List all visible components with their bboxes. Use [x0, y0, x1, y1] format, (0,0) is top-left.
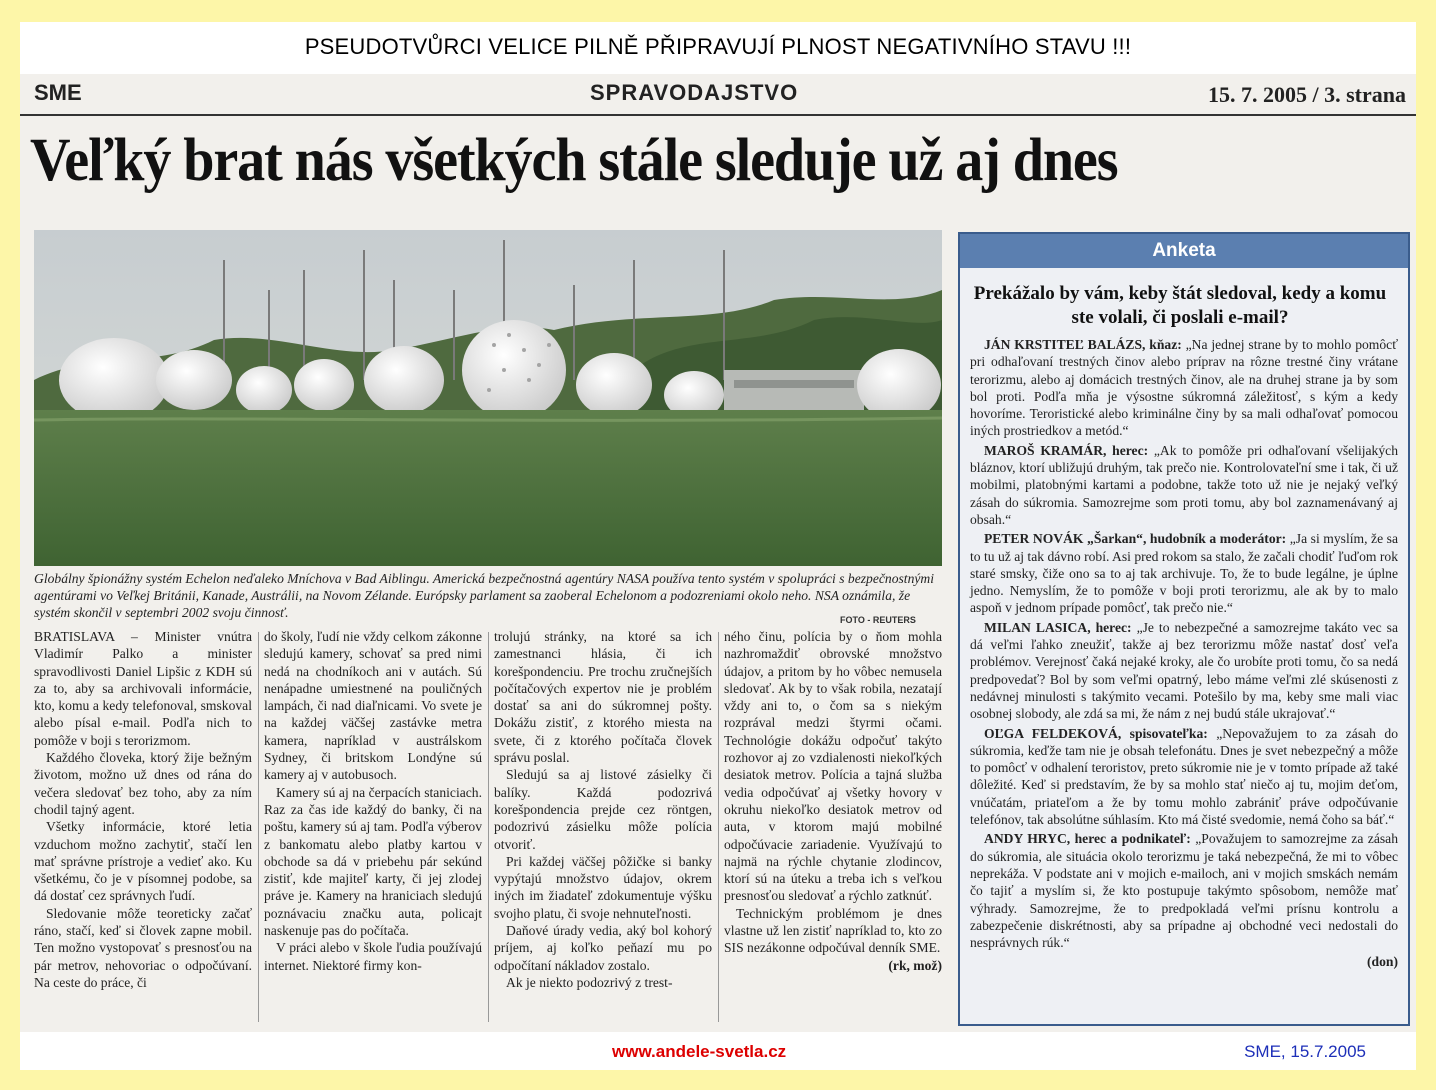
article-column-3 — [494, 628, 712, 991]
article-column-4 — [724, 628, 942, 974]
echelon-radomes-image — [34, 230, 942, 566]
article-body — [34, 628, 946, 1028]
masthead — [20, 74, 1416, 116]
paragraph: Všetky informácie, ktoré letia vzduchom možno zachytiť, stačí len mať správne prístroje a vedieť ako. Ku všetkému, čo je v písomnej podobe, sa dá dostať cez správnych ľudí. — [34, 819, 252, 904]
column-divider — [258, 632, 259, 1022]
answer-text: „Nepovažujem to za zásah do súkromia, keďže tam nie je obsah telefonátu. Dnes je svet nebezpečný a môže to pomôcť v odhalení teroristov, preto súkromie nie je v tomto prípade až také dôležité. Keď si predstavím, že by sa mohlo stať niečo aj tu, mojim deťom, vnúčatám, priateľom a že by tomu mohlo zabrániť práve odpočúvanie telefónov, tak absolútne súhlasím. Kto má čisté svedomie, nemá čoho sa báť.“ — [970, 725, 1399, 828]
poll-answer — [970, 619, 1398, 723]
paragraph: Každého človeka, ktorý žije bežným životom, možno už dnes od rána do večera sledovať bez toho, aby za ním chodil tajný agent. — [34, 750, 252, 817]
poll-label: Anketa — [1152, 240, 1216, 261]
respondent-name: OĽGA FELDEKOVÁ, spisovateľka: — [984, 725, 1208, 741]
banner-title: PSEUDOTVŮRCI VELICE PILNĚ PŘIPRAVUJÍ PLNOST NEGATIVNÍHO STAVU !!! — [304, 34, 1132, 59]
source-citation: SME, 15.7.2005 — [1244, 1042, 1366, 1061]
paragraph: ného činu, polícia by o ňom mohla nazhromaždiť obrovské množstvo údajov, a pritom by ho vôbec nemusela sledovať. Ak by to však robila, nezatají vždy ani to, o čom sa s niekým rozprával medzi štyrmi očami. Technológie dokážu odpočuť takýto rozhovor aj zo vzdialenosti niekoľkých desiatok metrov. Polícia a tajná služba vedia odpočúvať aj všetky hovory v okruhu niekoľko desiatok metrov od auta, v ktorom majú mobilné odpočúvacie zariadenie. Využívajú to najmä na rýchle chytanie zlodincov, ktorí sú na úteku a treba ich s veľkou presnosťou sledovať a rýchlo zatknúť. — [724, 629, 942, 904]
poll-answers — [970, 336, 1398, 973]
poll-question: Prekážalo by vám, keby štát sledoval, kedy a komu ste volali, či poslali e-mail? — [973, 283, 1387, 328]
newspaper-clipping — [20, 74, 1416, 1032]
answer-text: „Ak to pomôže pri odhaľovaní všelijakých bláznov, ktorí ubližujú druhým, tak prečo nie. Kontrolovateľní sme i tak, či už mobilmi, platobnými kartami a podobne, takže toto už nie je nejaký veľký zásah do súkromia. Samozrejme som proti tomu, aby bol zaznamenávaný aj obsah.“ — [970, 442, 1398, 527]
photo-credit: FOTO - REUTERS — [840, 615, 916, 625]
paragraph: do školy, ľudí nie vždy celkom zákonne sledujú kamery, schovať sa pred nimi nedá na chodníkoch ani v autách. Sú nenápadne umiestnené na pouličných lampách, či nad diaľnicami. Vo svete je na každej väčšej zastávke metra kamera, napríklad v austrálskom Sydney, či britskom Londýne sú kamery aj v autobusoch. — [264, 629, 482, 783]
paragraph: Pri každej väčšej pôžičke si banky vypýtajú množstvo údajov, okrem iných im žiadateľ zdokumentuje výšku svojho platu, či svoje nehnuteľnosti. — [494, 853, 712, 921]
poll-header — [960, 234, 1408, 268]
paragraph: V práci alebo v škole ľudia používajú internet. Niektoré firmy kon- — [264, 940, 482, 973]
article-column-2 — [264, 628, 482, 974]
paragraph: Daňové úrady vedia, aký bol kohorý príjem, aj koľko peňazí mu po odpočítaní nákladov zostalo. — [494, 923, 712, 973]
poll-signature: (don) — [1367, 954, 1398, 970]
poll-answer — [970, 442, 1398, 528]
answer-text: „Na jednej strane by to mohlo pomôcť pri odhaľovaní trestných činov alebo príprav na rôzne trestné činy vrátane terorizmu, alebo aj domácich trestných činov, ale na druhej strane ja by som bol proti. Podľa mňa je výsostne súkromná záležitosť, s kým a kedy hovoríme. Teroristické alebo kriminálne činy by sa mali odhaľovať pomocou iných prostriedkov a metód.“ — [970, 337, 1398, 439]
paragraph: Sledovanie môže teoreticky začať ráno, stačí, keď si človek zapne mobil. Ten možno vystopovať s presnosťou na pár metrov, nehovoriac o odpočúvaní. Na ceste do práce, či — [34, 905, 252, 990]
issue-date: 15. 7. 2005 / 3. strana — [1208, 82, 1406, 107]
website-link[interactable]: www.andele-svetla.cz — [612, 1042, 787, 1061]
paragraph: BRATISLAVA – Minister vnútra Vladimír Palko a minister spravodlivosti Daniel Lipšic z KDH sú za to, aby sa archivovali informácie, kto, komu a kedy telefonoval, smskoval alebo písal e-mail. Podľa nich to pomôže v boji s terorizmom. — [34, 629, 252, 748]
section-name: SPRAVODAJSTVO — [590, 80, 799, 105]
poll-answer — [970, 530, 1398, 616]
poll-answer — [970, 336, 1398, 440]
article-headline: Veľký brat nás všetkých stále sleduje už aj dnes — [30, 127, 1118, 194]
answer-text: „Je to nebezpečné a samozrejme takáto vec sa dá veľmi ľahko zneužiť, takže aj bez terorizmu môže nastať dosť veľa problémov. Verejnosť čaká nejaké kroky, ale čo urobíte proti tomu, čo sa nedá predpovedať? Bol by som veľmi opatrný, lebo máme veľmi zlé skúsenosti z nedávnej minulosti s takýmito vecami. Potešilo by ma, keby sme mali viac osobnej slobody, ale zdá sa mi, že nám z nej budú stále ukrajovať.“ — [970, 619, 1398, 722]
answer-text: „Považujem to samozrejme za zásah do súkromia, ale situácia okolo terorizmu je taká nebezpečná, že mi to vôbec neprekáža. V podstate ani v mojich e-mailoch, ani v mojich smskách nemám čo tajiť a myslím si, že kto postupuje takýmto spôsobom, nemôže mať výhrady. Samozrejme, že to predpokladá veľmi prísnu kontrolu a zabezpečenie diskrétnosti, aby sa prípadne aj obchodné veci nedostali do nesprávnych rúk.“ — [970, 831, 1398, 951]
respondent-name: MAROŠ KRAMÁR, herec: — [984, 442, 1149, 458]
poll-answer — [970, 830, 1398, 951]
paragraph: Ak je niekto podozrivý z trest- — [506, 974, 673, 990]
article-column-1 — [34, 628, 252, 991]
column-divider — [488, 632, 489, 1022]
respondent-name: MILAN LASICA, herec: — [984, 619, 1132, 635]
footer-bar — [20, 1032, 1416, 1070]
answer-text: „Ja si myslím, že sa to tu už aj tak dávno robí. Asi pred rokom sa stalo, že začali chodiť ľuďom rok staré smsky, čiže ono sa to aj tak archivuje. To, že to bude legálne, je úplne jedno. Nemyslím, že to pomôže v boji proti terorizmu, ale ak by to malo aspoň v jednom prípade pomôcť, tak prečo nie.“ — [970, 531, 1398, 616]
respondent-name: PETER NOVÁK „Šarkan“, hudobník a moderátor: — [984, 531, 1287, 547]
poll-box — [958, 232, 1410, 1026]
paper-name: SME — [34, 80, 82, 105]
respondent-name: JÁN KRSTITEĽ BALÁZS, kňaz: — [984, 337, 1182, 352]
echelon-photo — [34, 230, 942, 566]
paragraph: trolujú stránky, na ktoré sa ich zamestnanci hlásia, či ich korešpondenciu. Pre trochu zručnejších počítačových expertov nie je problém dostať sa ani do súkromnej pošty. Dokážu zistiť, z ktorého miesta na svete, či z ktorého počítača človek správu poslal. — [494, 629, 712, 766]
author-initials: (rk, mož) — [888, 957, 942, 973]
paragraph: Kamery sú aj na čerpacích staniciach. Raz za čas ide každý do banky, či na poštu, kamery sú aj tam. Podľa výberov z bankomatu alebo platby kartou v obchode sa dá v priebehu pár sekúnd zistiť, kde majiteľ karty, či jej zlodej práve je. Kamery na hraniciach sledujú poznávaciu značku auta, policajt naskenuje pas do počítača. — [264, 784, 482, 939]
poll-answer — [970, 725, 1398, 829]
top-banner — [20, 22, 1416, 74]
photo-caption: Globálny špionážny systém Echelon neďaleko Mníchova v Bad Aiblingu. Americká bezpečnostná agentúry NASA používa tento systém v spolupráci s bezpečnostnými agentúrami vo Veľkej Británii, Kanade, Austrálii, na Novom Zélande. Európsky parlament sa zaoberal Echelonom a podozreniami okolo neho. NSA oznámila, že systém skončil v septembri 2002 svoju činnosť. — [34, 571, 934, 620]
paragraph: Sledujú sa aj listové zásielky či balíky. Každá podozrivá korešpondencia prejde cez röntgen, podozrivú zásielku môže polícia otvoriť. — [494, 767, 712, 852]
respondent-name: ANDY HRYC, herec a podnikateľ: — [984, 831, 1191, 847]
column-divider — [718, 632, 719, 1022]
paragraph: Technickým problémom je dnes vlastne už len zistiť napríklad to, kto zo SIS nezákonne odpočúval denník SME. — [724, 905, 942, 956]
